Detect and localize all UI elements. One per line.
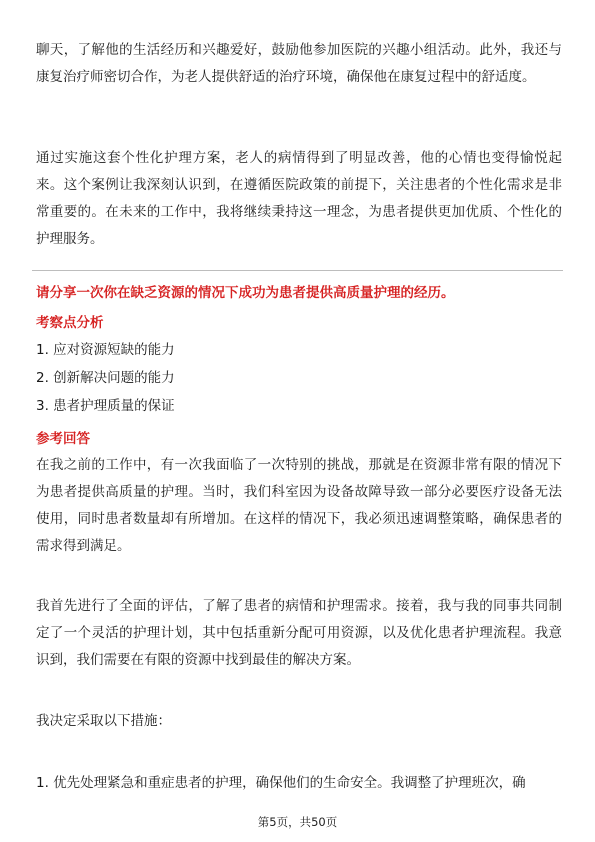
- analysis-item: 3. 患者护理质量的保证: [36, 398, 175, 414]
- page-number: 第5页，共50页: [257, 815, 338, 829]
- answer-paragraph: 我首先进行了全面的评估，了解了患者的病情和护理需求。接着，我与我的同事共同制定了一个灵活的护理计划，其中包括重新分配可用资源，以及优化患者护理流程。我意识到，我们需要在有限的资源中找到最佳的解决方案。: [36, 598, 562, 668]
- analysis-item: 1. 应对资源短缺的能力: [36, 342, 175, 358]
- analysis-item: 2. 创新解决问题的能力: [36, 370, 175, 386]
- answer-paragraph: 1. 优先处理紧急和重症患者的护理，确保他们的生命安全。我调整了护理班次，确: [36, 775, 526, 791]
- answer-paragraph: 我决定采取以下措施：: [36, 713, 171, 729]
- paragraph-continuation: 聊天，了解他的生活经历和兴趣爱好，鼓励他参加医院的兴趣小组活动。此外，我还与康复治疗师密切合作，为老人提供舒适的治疗环境，确保他在康复过程中的舒适度。: [36, 42, 562, 85]
- section-divider: [32, 270, 563, 271]
- paragraph-conclusion: 通过实施这套个性化护理方案，老人的病情得到了明显改善，他的心情也变得愉悦起来。这个案例让我深刻认识到，在遵循医院政策的前提下，关注患者的个性化需求是非常重要的。在未来的工作中，我将继续秉持这一理念，为患者提供更加优质、个性化的护理服务。: [36, 150, 562, 247]
- analysis-heading: 考察点分析: [36, 315, 104, 331]
- interview-question: 请分享一次你在缺乏资源的情况下成功为患者提供高质量护理的经历。: [36, 285, 455, 301]
- answer-paragraph: 在我之前的工作中，有一次我面临了一次特别的挑战，那就是在资源非常有限的情况下为患者提供高质量的护理。当时，我们科室因为设备故障导致一部分必要医疗设备无法使用，同时患者数量却有所增加。在这样的情况下，我必须迅速调整策略，确保患者的需求得到满足。: [36, 457, 562, 554]
- answer-heading: 参考回答: [36, 431, 90, 447]
